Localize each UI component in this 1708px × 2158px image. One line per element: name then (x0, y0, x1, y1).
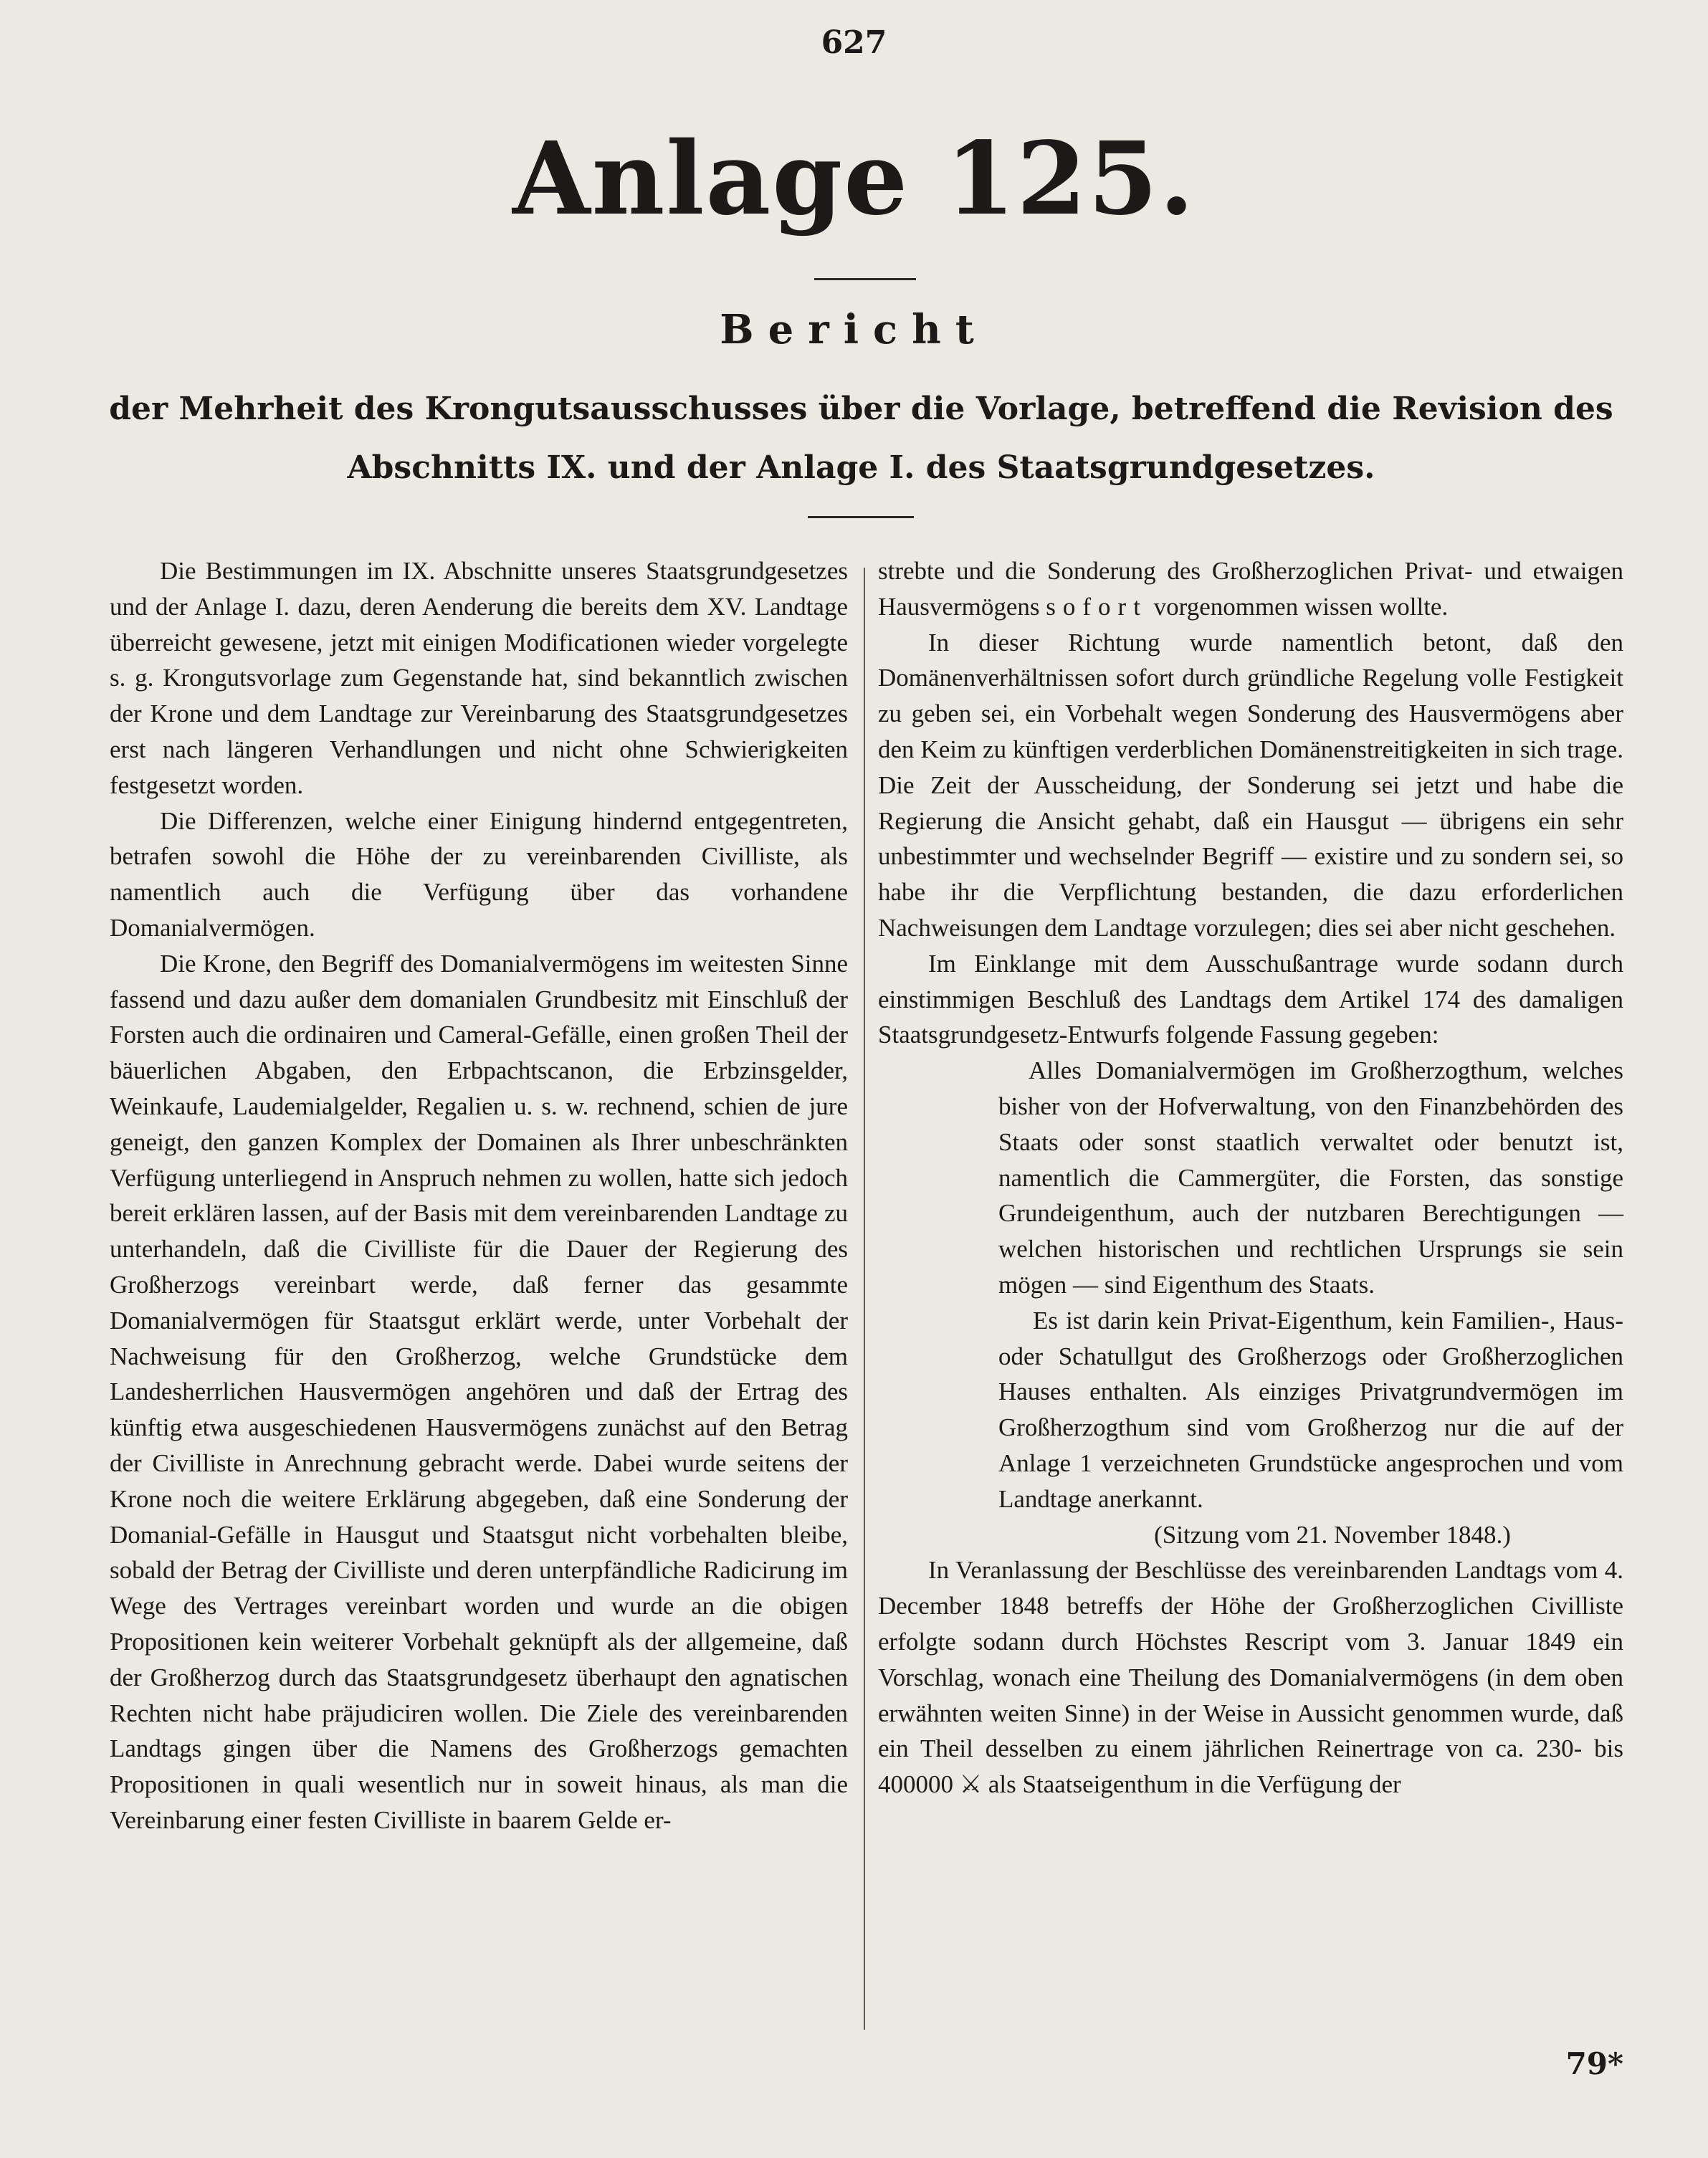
right-paragraph-4: In Veranlassung der Beschlüsse des vereinbarenden Landtags vom 4. December 1848 betreffs der Höhe der Großherzoglichen Civilliste erfolgte sodann durch Höchstes Rescript vom 3. Januar 1849 ein Vorschlag, wonach eine Theilung des Domanialvermögens (in dem oben erwähnten weiten Sinne) in der Weise in Aussicht genommen wurde, daß ein Theil desselben zu einem jährlichen Reinertrage von ca. 230- bis 400000 ⚔ als Staatseigenthum in die Verfügung der (878, 1556, 1623, 1799)
quote-paragraph-1: Alles Domanialvermögen im Großherzogthum, welches bisher von der Hofverwaltung, von den Finanzbehörden des Staats oder sonst staatlich verwaltet oder benutzt ist, namentlich die Cammergüter, die Forsten, das sonstige Grundeigenthum, auch der nutzbaren Berechtigungen — welchen historischen und rechtlichen Ursprungs sie sein mögen — sind Eigenthum des Staats. (998, 1056, 1623, 1299)
left-paragraph-1: Die Bestimmungen im IX. Abschnitte unseres Staatsgrundgesetzes und der Anlage I. dazu, deren Aenderung die bereits dem XV. Landtage überreicht gewesene, jetzt mit einigen Modificationen wieder vorgelegte s. g. Krongutsvorlage zum Gegenstande hat, sind bekanntlich zwischen der Krone und dem Landtage zur Vereinbarung des Staatsgrundgesetzes erst nach längeren Verhandlungen und nicht ohne Schwierigkeiten festgesetzt worden. (110, 557, 848, 799)
article-quote (878, 1053, 1623, 1552)
page-number: 627 (821, 24, 887, 61)
emphasis-sofort: sofort (1046, 592, 1148, 621)
title-rule (814, 278, 916, 280)
subtitle-rule (808, 516, 914, 518)
session-date: (Sitzung vom 21. November 1848.) (1154, 1520, 1511, 1549)
right-paragraph-1-end: vorgenommen wissen wollte. (1153, 592, 1449, 621)
quote-paragraph-2: Es ist darin kein Privat-Eigenthum, kein Familien-, Haus- oder Schatullgut des Großherzogs oder Großherzoglichen Hauses enthalten. Als einziges Privatgrundvermögen im Großherzogthum sind vom Großherzog nur die auf der Anlage 1 verzeichneten Grundstücke angesprochen und vom Landtage anerkannt. (998, 1306, 1623, 1513)
left-paragraph-2: Die Differenzen, welche einer Einigung hindernd entgegentreten, betrafen sowohl die Höhe der zu vereinbarenden Civilliste, als namentlich auch die Verfügung über das vorhandene Domanialvermögen. (110, 806, 848, 942)
left-column (110, 553, 848, 1838)
right-paragraph-2: In dieser Richtung wurde namentlich betont, daß den Domänenverhältnissen sofort durch gründliche Regelung volle Festigkeit zu geben sei, ein Vorbehalt wegen Sonderung des Hausvermögens aber den Keim zu künftigen verderblichen Domänenstreitigkeiten in sich trage. Die Zeit der Ausscheidung, der Sonderung sei jetzt und habe die Regierung die Ansicht gehabt, daß ein Hausgut — übrigens ein sehr unbestimmter und wechselnder Begriff — existire und zu sondern sei, so habe ihr die Verpflichtung bestanden, die dazu erforderlichen Nachweisungen dem Landtage vorzulegen; dies sei aber nicht geschehen. (878, 628, 1623, 942)
report-heading: Bericht (720, 306, 988, 353)
column-divider (864, 568, 865, 2030)
right-paragraph-1-start: strebte und die Sonderung des Großherzoglichen Privat- und etwaigen Hausvermögens (878, 557, 1623, 621)
document-title: Anlage 125. (512, 120, 1196, 238)
right-column (878, 553, 1623, 1803)
right-paragraph-3: Im Einklange mit dem Ausschußantrage wurde sodann durch einstimmigen Beschluß des Landtags dem Artikel 174 des damaligen Staatsgrundgesetz-Entwurfs folgende Fassung gegeben: (878, 949, 1623, 1049)
right-paragraph-1 (878, 553, 1623, 625)
report-subtitle: der Mehrheit des Krongutsausschusses über die Vorlage, betreffend die Revision des Abschnitts IX. und der Anlage I. des Staatsgrundgesetzes. (109, 391, 1613, 486)
signature-mark: 79* (1565, 2046, 1623, 2081)
left-paragraph-3: Die Krone, den Begriff des Domanialvermögens im weitesten Sinne fassend und dazu außer dem domanialen Grundbesitz mit Einschluß der Forsten auch die ordinairen und Cameral-Gefälle, einen großen Theil der bäuerlichen Abgaben, den Erbpachtscanon, die Erbzinsgelder, Weinkaufe, Laudemialgelder, Regalien u. s. w. rechnend, schien de jure geneigt, den ganzen Komplex der Domainen als Ihrer unbeschränkten Verfügung unterliegend in Anspruch nehmen zu wollen, hatte sich jedoch bereit erklären lassen, auf der Basis mit dem vereinbarenden Landtage zu unterhandeln, daß die Civilliste für die Dauer der Regierung des Großherzogs vereinbart werde, daß ferner das gesammte Domanialvermögen für Staatsgut erklärt werde, unter Vorbehalt der Nachweisung für den Großherzog, welche Grundstücke dem Landesherrlichen Hausvermögen angehören und daß der Ertrag des künftig etwa ausgeschiedenen Hausvermögens zunächst auf den Betrag der Civilliste in Anrechnung gebracht werde. Dabei wurde seitens der Krone noch die weitere Erklärung abgegeben, daß eine Sonderung der Domanial-Gefälle in Hausgut und Staatsgut nicht vorbehalten bleibe, sobald der Betrag der Civilliste und deren unterpfändliche Radicirung im Wege des Vertrages vereinbart worden und wurde an die obigen Propositionen kein weiterer Vorbehalt geknüpft als der allgemeine, daß der Großherzog durch das Staatsgrundgesetz überhaupt den agnatischen Rechten nicht habe präjudiciren wollen. Die Ziele des vereinbarenden Landtags gingen über die Namens des Großherzogs gemachten Propositionen in quali wesentlich nur in soweit hinaus, als man die Vereinbarung einer festen Civilliste in baarem Gelde er- (110, 949, 848, 1834)
